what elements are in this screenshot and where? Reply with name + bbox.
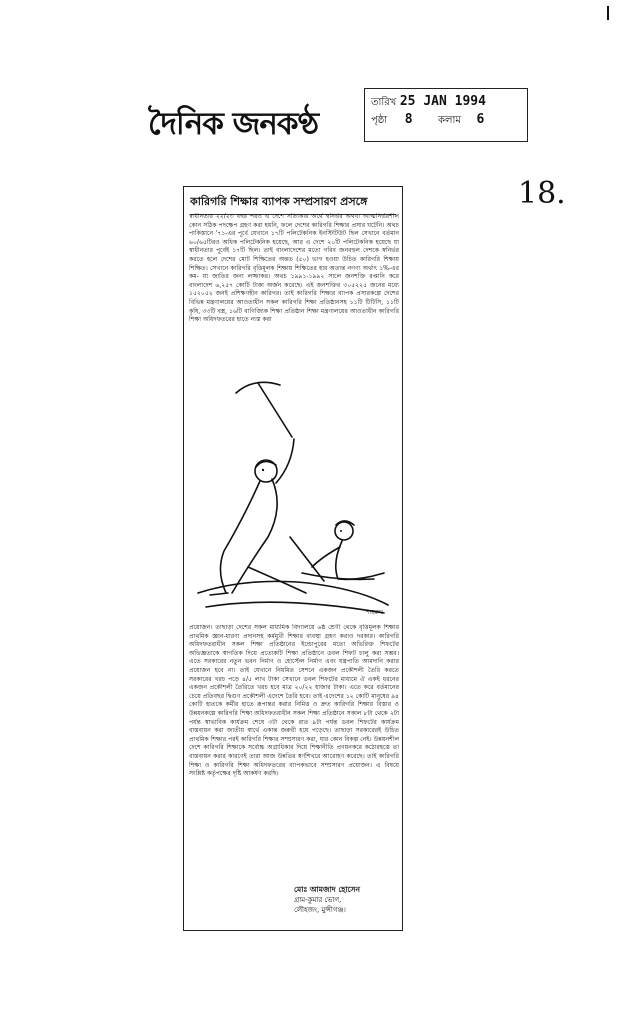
worker-arm: [276, 439, 294, 483]
seated-figure-head: [335, 522, 353, 540]
pickaxe-handle: [258, 383, 292, 437]
author-signature-block: [294, 885, 400, 915]
newspaper-clipping: [183, 186, 403, 931]
stamp-page-row: [371, 111, 521, 129]
clipping-stamp: [364, 88, 528, 142]
newspaper-masthead: দৈনিক জনকণ্ঠ: [148, 106, 319, 142]
handwritten-page-number: 18.: [518, 176, 566, 211]
worker-leg-front: [248, 567, 306, 593]
cartoon-illustration: [188, 367, 400, 617]
article-body-top: স্বাধীনতার ২২/২৩ বছর পরও এ দেশে সত্যিকার অর্থে স্বনির্ভর অথবা আত্মনির্ভরশীল কোন সঠিক পদক্ষেপ গ্রহণ করা হয়নি, ফলে দেশের কারিগরি শিক্ষার প্রসার ঘটেনি। অথচ পাকিস্তানে '৭১-এর পূর্বে যেখানে ১৭টি পলিটেকনিক ইনস্টিটিউট ছিল সেখানে বর্তমান ৬০/৬৫টিরও অধিক পলিটেকনিক হয়েছে, আর এ দেশে ২০টি পলিটেকনিক হয়েছে যা স্বাধীনতার পূর্বেই ১৭টি ছিল। তাই বাংলাদেশের মতো গরিব জনবহুল দেশকে স্বনির্ভর করতে হলে দেশের মোট শিক্ষিতের অন্তত (৫০) ভাগ হওয়া উচিত কারিগরি শিক্ষায় শিক্ষিত। সেখানে কারিগরি বৃত্তিমূলক শিক্ষায় শিক্ষিতের হার অত্যন্ত নগণ্য অর্থাৎ ১%-এর কম- যা জাতির জন্য লজ্জাকর। অথচ ১৯৯১-১৯৯২ সালে জনশক্তি রপ্তানি করে বাংলাদেশ ৬,২৫৭ কোটি টাকা অর্জন করেছে। এই জনশক্তির ৩০৫২২৫ জনের মধ্যে ১৫২০৫২ জনই প্রশিক্ষণহীন কারিগর। তাই কারিগরি শিক্ষার ব্যাপক প্রসারকল্পে দেশের বিভিন্ন মন্ত্রণালয়ের আওতাধীন সকল কারিগরি শিক্ষা প্রতিষ্ঠানসহ ১১টি টিটিসি, ১১টি কৃষি, ৩৩টি বস্ত্র, ১৬টি বাণিজ্যিক শিক্ষা প্রতিষ্ঠান শিক্ষা মন্ত্রণালয়ের আওতাধীন কারিগরি শিক্ষা অধিদফতরের হাতে ন্যস্ত করা: [189, 213, 399, 324]
stamp-date-value: 25 JAN 1994: [399, 94, 486, 109]
stamp-page-label: পৃষ্ঠা: [371, 115, 388, 126]
stamp-column-label: কলাম: [438, 115, 461, 126]
ground-line-2: [206, 602, 384, 613]
author-address-line-1: গ্রাম-কুমার ভোগ,: [294, 896, 342, 904]
article-body-bottom: প্রয়োজন। তাছাড়া দেশের সকল মাধ্যমিক বিদ্যালয়ে ৬ষ্ঠ শ্রেণী থেকে বৃত্তিমূলক শিক্ষার প্রাথমিক জ্ঞান-ধারণা প্রদানসহ কর্মমুখী শিক্ষার ব্যবস্থা গ্রহণ করাও দরকার। কারিগরি অধিদফতরাধীন সকল শিক্ষা প্রতিষ্ঠানের ইন্ডোপুরের মতো অভিরিক্ত শিফটের অভিজ্ঞতাকে স্বাগতিক দিয়ে প্রত্যেকটি শিক্ষা প্রতিষ্ঠানে ডবল শিফট চালু করা সম্ভব। এতে সরকারের নতুন ভবন নির্মাণ ও হোস্টেল নির্মাণ এবং যন্ত্রপাতি আমদানি করার প্রয়োজন হবে না। তাই যেখানে নিয়মিত সেশনে একজন প্রকৌশলী তৈরি করতে সরকারের খরচ পড়ে ৪/৫ লাখ টাকা সেখানে ডবল শিফটের মাধ্যমে ঐ একই ধরনের একজন প্রকৌশলী তৈরিতে খরচ হবে মাত্র ২০/২২ হাজার টাকা। এতে করে বর্তমানের চেয়ে প্রতিবছর দ্বিগুণ প্রকৌশলী এদেশে তৈরি হবে। তাই এদেশের ১২ কোটি মানুষের ৯৪ কোটি হাতকে কর্মীর হাতে রূপান্তর করার নিমিত্ত ও দ্রুত কারিগরি শিক্ষার বিস্তার ও উন্নয়নকল্পে কারিগরি শিক্ষা অধিদফতরাধীন সকল শিক্ষা প্রতিষ্ঠানে সকাল ৮টা থেকে ২টা পর্যন্ত স্বাভাবিক কার্যক্রম শেষে ৩টা থেকে রাত ৯টা পর্যন্ত ডবল শিফটের কার্যক্রম বাস্তবায়ন করা জাতীয় স্বার্থে একান্ত জরুরী হয়ে পড়েছে। তাছাড়া সরকারেরই উচিত প্রাথমিক শিক্ষার পরই কারিগরি শিক্ষার সম্প্রসারণ করা, যার কোন বিকল্প নেই। উন্নয়নশীল দেশে কারিগরি শিক্ষাকে সর্বোচ্চ অগ্রাধিকার দিয়ে শিক্ষানীতি প্রণয়নকরে কঠোরহস্তে তা বাস্তবায়ন করার কারণেই তারা আজ উন্নতির স্বর্ণশিখরে আরোহণ করেছে। তাই কারিগরি শিক্ষা ও কারিগরি শিক্ষা অধিদফতরের ব্যাপকভাবে সম্প্রসারণ প্রয়োজন। এ বিষয়ে সংশ্লিষ্ট কর্তৃপক্ষের দৃষ্টি আকর্ষণ করছি।: [189, 624, 399, 778]
author-name: মোঃ আমজাদ হোসেন: [294, 885, 360, 894]
artist-signature: শাহরুখ: [366, 609, 383, 616]
seated-figure-body: [336, 541, 384, 579]
worker-torso: [232, 479, 277, 593]
worker-back: [220, 481, 260, 593]
stamp-page-value: 8: [404, 112, 413, 127]
corner-mark: [607, 6, 609, 20]
author-address-line-2: লৌহজং, মুন্সীগঞ্জ।: [294, 906, 346, 914]
stamp-column-value: 6: [476, 112, 485, 127]
stamp-date-row: [371, 93, 521, 111]
worker-leg-back: [210, 593, 228, 595]
article-headline: কারিগরি শিক্ষার ব্যাপক সম্প্রসারণ প্রসঙ্গে: [190, 193, 396, 215]
stamp-date-label: তারিখ: [371, 97, 397, 108]
